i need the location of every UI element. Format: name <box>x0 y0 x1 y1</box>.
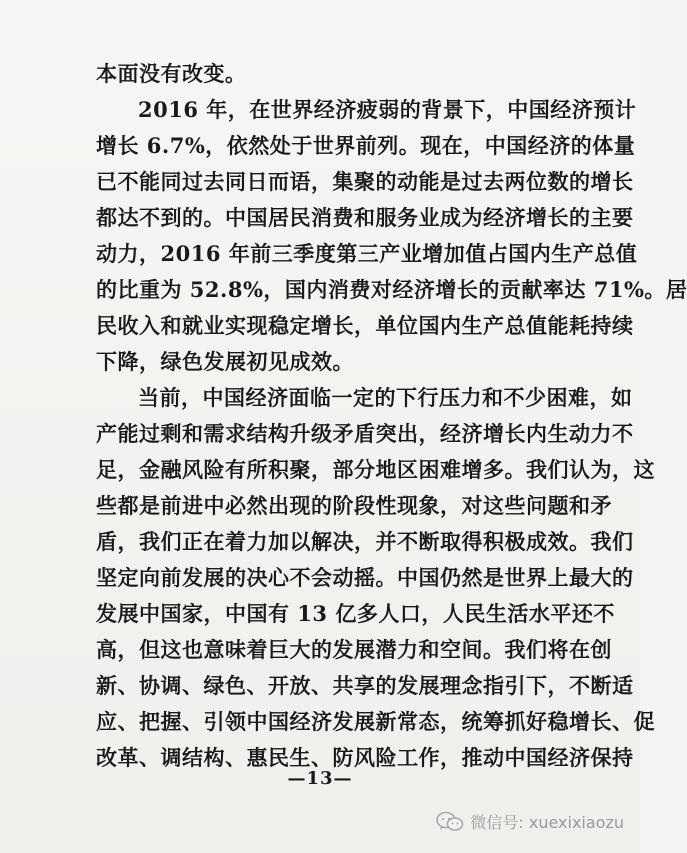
watermark-text: 微信号: xuexixiaozu <box>470 813 624 832</box>
watermark <box>436 810 624 833</box>
text-line: 新、协调、绿色、开放、共享的发展理念指引下，不断适 <box>96 673 634 698</box>
text-line: 已不能同过去同日而语，集聚的动能是过去两位数的增长 <box>96 169 634 194</box>
text-line: 高，但这也意味着巨大的发展潜力和空间。我们将在创 <box>96 637 612 662</box>
page-number: —13— <box>287 768 353 789</box>
text-line: 坚定向前发展的决心不会动摇。中国仍然是世界上最大的 <box>96 565 634 590</box>
text-line: 2016 年，在世界经济疲弱的背景下，中国经济预计 <box>138 97 637 122</box>
wechat-logo-icon <box>436 811 464 833</box>
text-line: 应、把握、引领中国经济发展新常态，统筹抓好稳增长、促 <box>96 709 655 734</box>
text-line: 当前，中国经济面临一定的下行压力和不少困难，如 <box>138 385 633 410</box>
text-line: 本面没有改变。 <box>96 61 247 86</box>
text-line: 改革、调结构、惠民生、防风险工作，推动中国经济保持 <box>96 745 634 770</box>
text-line: 些都是前进中必然出现的阶段性现象，对这些问题和矛 <box>96 493 612 518</box>
text-line: 足，金融风险有所积聚，部分地区困难增多。我们认为，这 <box>96 457 655 482</box>
text-line: 增长 6.7%，依然处于世界前列。现在，中国经济的体量 <box>96 133 636 158</box>
text-line: 盾，我们正在着力加以解决，并不断取得积极成效。我们 <box>96 529 634 554</box>
text-line: 发展中国家，中国有 13 亿多人口，人民生活水平还不 <box>96 601 615 626</box>
text-line: 动力，2016 年前三季度第三产业增加值占国内生产总值 <box>96 241 638 266</box>
body-text <box>96 56 687 776</box>
text-line: 都达不到的。中国居民消费和服务业成为经济增长的主要 <box>96 205 634 230</box>
text-line: 下降，绿色发展初见成效。 <box>96 349 354 374</box>
text-line: 民收入和就业实现稳定增长，单位国内生产总值能耗持续 <box>96 313 634 338</box>
text-line: 的比重为 52.8%，国内消费对经济增长的贡献率达 71%。居 <box>96 277 687 302</box>
text-line: 产能过剩和需求结构升级矛盾突出，经济增长内生动力不 <box>96 421 634 446</box>
